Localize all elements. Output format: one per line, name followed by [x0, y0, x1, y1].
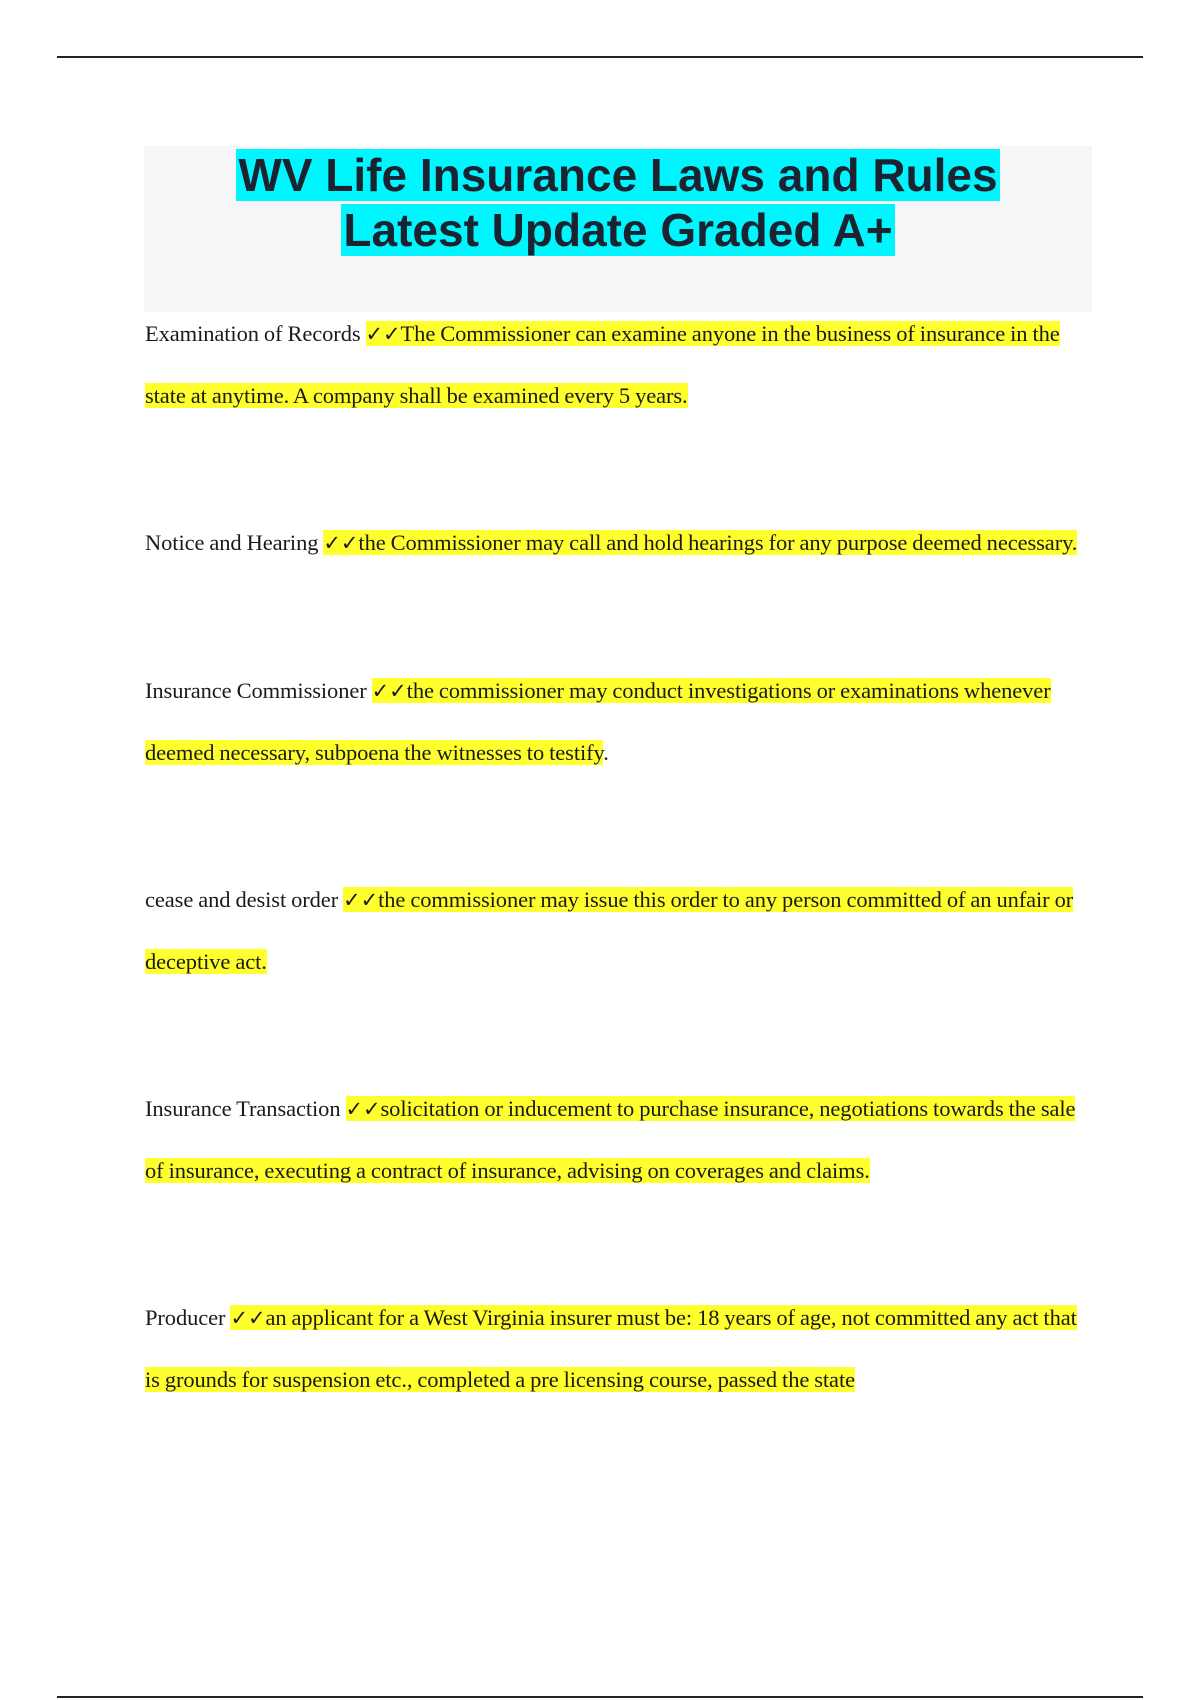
- entry-term: Producer: [145, 1305, 226, 1330]
- flashcard-list: [145, 303, 1095, 1410]
- list-item: [145, 869, 1095, 992]
- top-rule: [57, 56, 1143, 58]
- title-line-2: Latest Update Graded A+: [343, 204, 893, 256]
- entry-term: Examination of Records: [145, 321, 361, 346]
- entry-term: Insurance Transaction: [145, 1096, 341, 1121]
- list-item: [145, 303, 1095, 426]
- list-item: [145, 1078, 1095, 1201]
- entry-definition-highlight: [145, 1305, 1077, 1392]
- bottom-rule: [57, 1696, 1143, 1698]
- check-mark-icon: ✓✓: [323, 531, 359, 555]
- check-mark-icon: ✓✓: [365, 322, 401, 346]
- entry-term: Insurance Commissioner: [145, 678, 367, 703]
- entry-trailing: .: [603, 740, 609, 765]
- check-mark-icon: ✓✓: [343, 888, 379, 912]
- entry-definition: the commissioner may issue this order to any person committed of an unfair or deceptive act.: [145, 887, 1074, 974]
- entry-definition: an applicant for a West Virginia insurer must be: 18 years of age, not committed any act that is grounds for suspension etc., completed a pre licensing course, passed the state: [145, 1305, 1077, 1392]
- check-mark-icon: ✓✓: [345, 1097, 381, 1121]
- entry-definition: solicitation or inducement to purchase insurance, negotiations towards the sale of insurance, executing a contract of insurance, advising on coverages and claims.: [145, 1096, 1076, 1183]
- entry-definition: The Commissioner can examine anyone in the business of insurance in the state at anytime. A company shall be examined every 5 years.: [145, 321, 1060, 408]
- entry-term: cease and desist order: [145, 887, 339, 912]
- entry-definition: the commissioner may conduct investigations or examinations whenever deemed necessary, subpoena the witnesses to testify: [145, 678, 1051, 765]
- check-mark-icon: ✓✓: [230, 1306, 266, 1330]
- title-line-1: WV Life Insurance Laws and Rules: [238, 149, 998, 201]
- list-item: [145, 512, 1095, 574]
- entry-term: Notice and Hearing: [145, 530, 319, 555]
- list-item: [145, 1287, 1095, 1410]
- check-mark-icon: ✓✓: [371, 679, 407, 703]
- entry-definition: the Commissioner may call and hold hearings for any purpose deemed necessary.: [358, 530, 1078, 555]
- list-item: [145, 660, 1095, 783]
- document-title: [144, 146, 1092, 258]
- entry-definition-highlight: [323, 530, 1077, 555]
- title-block: [144, 146, 1092, 312]
